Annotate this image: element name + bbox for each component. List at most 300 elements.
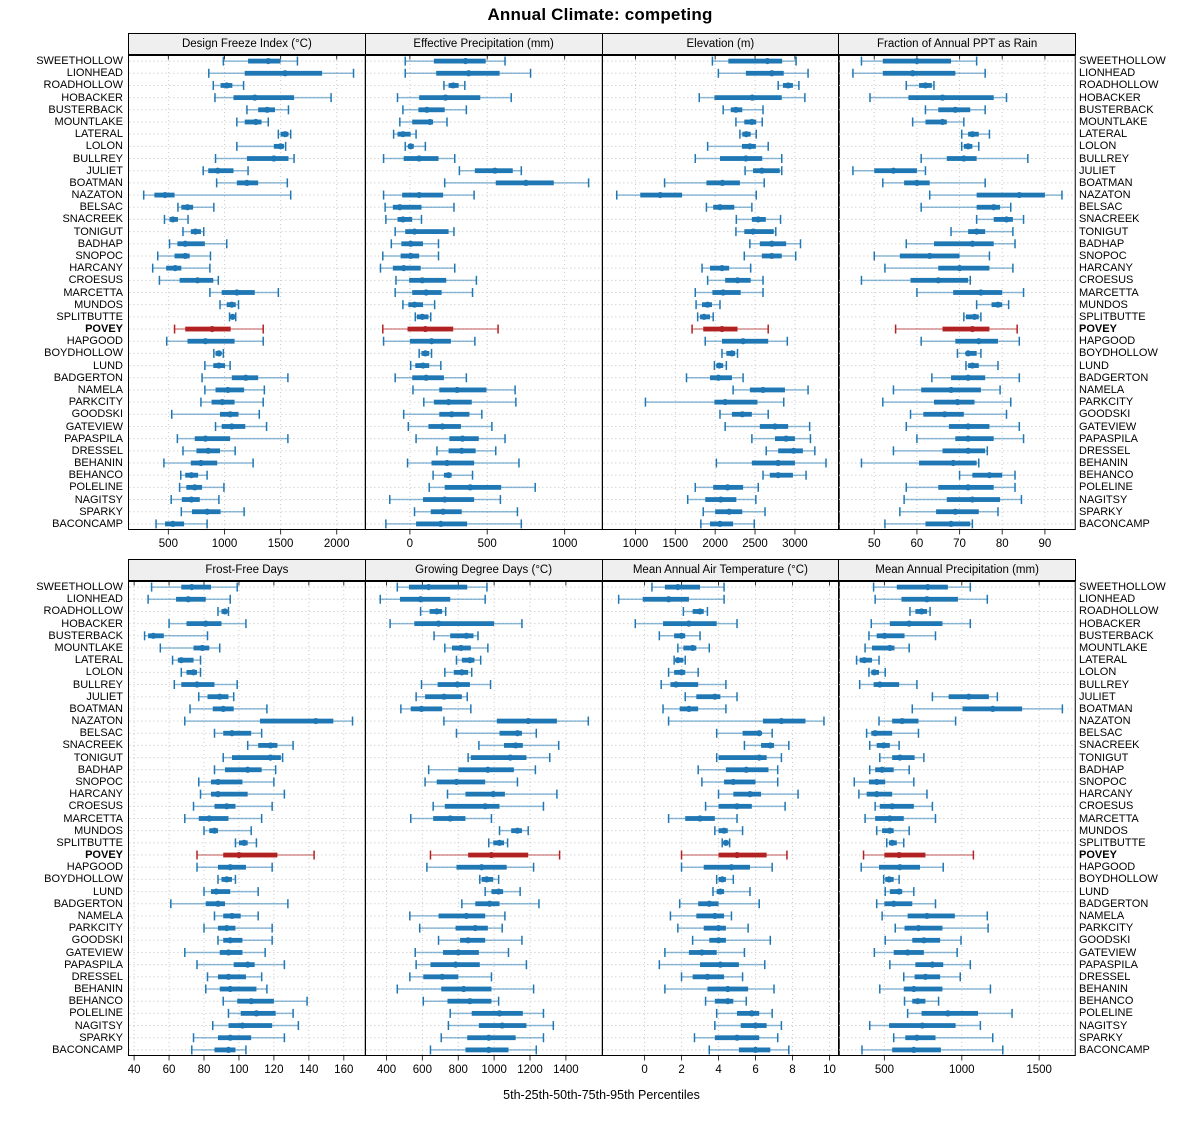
percentile-row — [917, 288, 1024, 297]
station-label-left: GOODSKI — [71, 408, 123, 421]
station-label-left: BADGERTON — [53, 371, 123, 384]
percentile-row — [433, 802, 543, 811]
station-label-right: SNOPOC — [1079, 776, 1127, 788]
percentile-row — [921, 203, 1011, 212]
axis-tick-label: 160 — [334, 1064, 354, 1076]
percentile-row — [208, 972, 262, 981]
percentile-row — [908, 1009, 1012, 1018]
percentile-row — [681, 851, 786, 860]
percentile-row — [218, 607, 228, 616]
percentile-row — [859, 790, 927, 799]
axis-tick-label: 10 — [822, 1064, 836, 1076]
axis-tick-label: 0 — [406, 538, 413, 550]
percentile-row — [885, 264, 1013, 273]
percentile-row — [926, 105, 986, 114]
percentile-row — [413, 385, 515, 394]
station-label-right: MOUNTLAKE — [1079, 642, 1148, 654]
station-label-right: HARCANY — [1079, 788, 1133, 801]
percentile-row — [450, 1009, 543, 1018]
station-label-right: MARCETTA — [1079, 812, 1139, 825]
percentile-row — [958, 349, 981, 358]
station-label-left: SNOPOC — [75, 776, 123, 788]
station-label-left: BACONCAMP — [52, 1043, 123, 1056]
station-label-right: NAGITSY — [1079, 1019, 1128, 1032]
percentile-row — [659, 631, 700, 640]
percentile-row — [651, 583, 723, 592]
percentile-row — [664, 948, 744, 957]
percentile-row — [966, 361, 998, 370]
station-label-right: SNACREEK — [1079, 213, 1140, 226]
percentile-row — [674, 656, 685, 665]
station-label-right: MARCETTA — [1079, 286, 1139, 299]
percentile-row — [679, 899, 759, 908]
percentile-row — [444, 178, 588, 187]
station-label-right: PARKCITY — [1079, 922, 1134, 935]
station-label-right: SPARKY — [1079, 505, 1123, 518]
percentile-row — [480, 875, 499, 884]
percentile-row — [880, 753, 924, 762]
percentile-row — [695, 154, 781, 163]
station-label-left: CROESUS — [68, 800, 123, 813]
percentile-row — [664, 178, 764, 187]
station-label-left: MARCETTA — [63, 812, 123, 825]
station-label-left: NAGITSY — [74, 493, 123, 506]
percentile-row — [459, 166, 521, 175]
percentile-row — [415, 312, 430, 321]
axis-tick-label: 1400 — [552, 1064, 579, 1076]
station-label-left: BADHAP — [77, 763, 123, 776]
percentile-row — [932, 373, 1019, 382]
percentile-row — [479, 741, 559, 750]
percentile-row — [395, 227, 454, 236]
station-label-right: DRESSEL — [1079, 444, 1131, 457]
percentile-row — [719, 410, 767, 419]
station-label-left: BUSTERBACK — [48, 103, 123, 116]
percentile-row — [199, 692, 234, 701]
percentile-row — [216, 422, 267, 431]
percentile-row — [883, 178, 985, 187]
station-label-right: ROADHOLLOW — [1079, 79, 1159, 92]
station-label-left: SPARKY — [79, 505, 123, 518]
station-label-right: BOYDHOLLOW — [1079, 873, 1158, 886]
axis-tick-label: 2500 — [741, 538, 768, 550]
percentile-row — [237, 117, 268, 126]
percentile-row — [403, 105, 466, 114]
percentile-row — [749, 239, 800, 248]
percentile-row — [875, 802, 932, 811]
axis-tick-label: 2000 — [701, 538, 728, 550]
axis-tick-label: 6 — [751, 1064, 759, 1076]
percentile-row — [144, 191, 291, 200]
station-label-right: SWEETHOLLOW — [1079, 581, 1166, 594]
percentile-row — [864, 851, 974, 860]
axis-tick-label: 90 — [1038, 538, 1052, 550]
percentile-row — [870, 93, 1007, 102]
percentile-row — [416, 692, 467, 701]
station-label-left: LUND — [93, 885, 123, 898]
station-label-left: HOBACKER — [61, 617, 123, 630]
percentile-row — [869, 631, 936, 640]
percentile-row — [400, 117, 447, 126]
percentile-row — [904, 972, 960, 981]
percentile-row — [714, 826, 742, 835]
percentile-row — [894, 385, 1001, 394]
station-label-right: BADGERTON — [1079, 371, 1149, 384]
percentile-row — [213, 81, 243, 90]
percentile-row — [913, 704, 1063, 713]
axis-tick-label: 8 — [788, 1064, 796, 1076]
percentile-row — [217, 178, 288, 187]
percentile-row — [933, 692, 998, 701]
station-label-left: TONIGUT — [73, 751, 123, 764]
percentile-row — [197, 851, 314, 860]
axis-tick-label: 1000 — [481, 1064, 507, 1076]
station-label-right: LATERAL — [1079, 128, 1128, 141]
percentile-row — [904, 495, 1021, 504]
station-label-left: BOYDHOLLOW — [44, 347, 123, 360]
station-label-left: BUSTERBACK — [48, 629, 123, 642]
station-label-right: LUND — [1079, 885, 1109, 898]
station-label-right: NAMELA — [1079, 383, 1125, 396]
station-label-right: BEHANCO — [1079, 469, 1134, 482]
percentile-row — [462, 899, 539, 908]
station-label-left: JULIET — [86, 690, 123, 703]
percentile-row — [170, 239, 227, 248]
percentile-row — [907, 483, 1016, 492]
percentile-row — [199, 777, 274, 786]
station-label-right: BADGERTON — [1079, 897, 1149, 910]
station-label-right: LATERAL — [1079, 654, 1128, 667]
percentile-row — [960, 471, 1015, 480]
percentile-row — [869, 668, 885, 677]
percentile-row — [204, 826, 251, 835]
percentile-row — [192, 1045, 246, 1054]
percentile-row — [725, 422, 809, 431]
station-label-left: LOLON — [85, 140, 123, 153]
percentile-row — [716, 1009, 771, 1018]
axis-tick-label: 1500 — [662, 538, 688, 550]
panel-strip-title: Design Freeze Index (°C) — [128, 33, 366, 55]
percentile-row — [383, 325, 498, 334]
percentile-row — [701, 777, 777, 786]
percentile-row — [218, 875, 235, 884]
station-label-left: LOLON — [85, 666, 123, 679]
station-label-right: BELSAC — [1079, 727, 1123, 740]
percentile-row — [171, 899, 288, 908]
station-label-left: GOODSKI — [71, 934, 123, 947]
station-label-left: MUNDOS — [74, 824, 123, 837]
percentile-row — [397, 93, 511, 102]
axis-tick-label: 70 — [953, 538, 967, 550]
percentile-row — [148, 595, 230, 604]
percentile-row — [185, 717, 353, 726]
percentile-row — [223, 57, 297, 66]
percentile-row — [681, 863, 772, 872]
station-label-right: MUNDOS — [1079, 298, 1128, 311]
percentile-row — [723, 105, 763, 114]
station-label-left: PAPASPILA — [64, 958, 123, 971]
percentile-row — [865, 643, 909, 652]
station-label-right: BUSTERBACK — [1079, 629, 1154, 642]
axis-tick-label: 80 — [996, 538, 1009, 550]
percentile-row — [175, 325, 264, 334]
percentile-row — [677, 643, 708, 652]
percentile-row — [210, 288, 278, 297]
percentile-row — [616, 191, 756, 200]
percentile-row — [181, 471, 207, 480]
station-label-left: BOYDHOLLOW — [44, 873, 123, 886]
axis-footer-label: 5th-25th-50th-75th-95th Percentiles — [503, 1088, 700, 1102]
percentile-row — [380, 595, 485, 604]
percentile-row — [424, 398, 516, 407]
station-label-right: BACONCAMP — [1079, 1043, 1150, 1056]
axis-tick-label: 3000 — [781, 538, 808, 550]
percentile-row — [415, 948, 508, 957]
percentile-row — [875, 948, 958, 957]
percentile-row — [695, 483, 758, 492]
station-label-right: POLELINE — [1079, 1007, 1133, 1020]
percentile-row — [401, 704, 471, 713]
percentile-row — [448, 1021, 553, 1030]
station-label-right: HOBACKER — [1079, 617, 1141, 630]
percentile-row — [677, 924, 747, 933]
percentile-row — [423, 997, 498, 1006]
percentile-row — [181, 668, 200, 677]
station-label-right: SPARKY — [1079, 1031, 1123, 1044]
percentile-row — [416, 960, 526, 969]
percentile-row — [489, 838, 508, 847]
percentile-row — [865, 814, 935, 823]
percentile-row — [867, 729, 919, 738]
axis-tick-label: 1500 — [267, 538, 294, 550]
percentile-row — [861, 863, 943, 872]
percentile-row — [951, 227, 1013, 236]
percentile-row — [444, 717, 588, 726]
percentile-row — [681, 972, 742, 981]
station-label-right: SPLITBUTTE — [1079, 310, 1146, 323]
axis-tick-label: 400 — [376, 1064, 396, 1076]
percentile-row — [668, 717, 823, 726]
axis-tick-label: 1500 — [1026, 1064, 1053, 1076]
percentile-row — [907, 81, 935, 90]
station-label-right: BUSTERBACK — [1079, 103, 1154, 116]
percentile-row — [445, 643, 488, 652]
percentile-row — [247, 105, 289, 114]
percentile-row — [705, 337, 787, 346]
percentile-row — [229, 312, 235, 321]
percentile-row — [882, 911, 987, 920]
axis-tick-label: 100 — [229, 1064, 249, 1076]
percentile-row — [416, 434, 505, 443]
percentile-row — [894, 1033, 993, 1042]
percentile-row — [178, 203, 214, 212]
percentile-row — [444, 81, 465, 90]
percentile-row — [913, 117, 964, 126]
station-label-right: DRESSEL — [1079, 970, 1131, 983]
station-label-right: PAPASPILA — [1079, 432, 1138, 445]
percentile-row — [185, 948, 265, 957]
percentile-row — [735, 227, 775, 236]
percentile-row — [853, 69, 985, 78]
percentile-row — [894, 446, 988, 455]
axis-tick-label: 50 — [868, 538, 881, 550]
station-label-right: GATEVIEW — [1079, 420, 1137, 433]
station-label-left: PAPASPILA — [64, 432, 123, 445]
percentile-row — [700, 519, 753, 528]
station-label-left: LATERAL — [74, 654, 123, 667]
station-label-left: PARKCITY — [68, 396, 123, 409]
percentile-row — [468, 753, 550, 762]
percentile-row — [437, 446, 496, 455]
percentile-row — [697, 312, 713, 321]
station-label-right: CROESUS — [1079, 274, 1134, 287]
percentile-row — [744, 251, 795, 260]
axis-tick-label: 800 — [448, 1064, 468, 1076]
panel-strip-title: Elevation (m) — [602, 33, 840, 55]
percentile-row — [883, 398, 1011, 407]
station-label-right: BADHAP — [1079, 237, 1125, 250]
percentile-row — [213, 1021, 299, 1030]
percentile-row — [171, 495, 219, 504]
percentile-row — [875, 595, 987, 604]
percentile-row — [707, 276, 762, 285]
percentile-row — [414, 507, 517, 516]
station-label-left: HAPGOOD — [66, 335, 123, 348]
station-label-right: TONIGUT — [1079, 751, 1129, 764]
percentile-row — [900, 507, 998, 516]
percentile-row — [180, 483, 224, 492]
axis-tick-label: 2000 — [323, 538, 350, 550]
station-label-right: NAMELA — [1079, 909, 1125, 922]
percentile-row — [930, 191, 1062, 200]
station-label-right: JULIET — [1079, 164, 1116, 177]
percentile-row — [702, 264, 751, 273]
station-label-right: BOATMAN — [1079, 702, 1133, 715]
percentile-row — [880, 985, 991, 994]
percentile-row — [410, 361, 440, 370]
station-label-right: NAZATON — [1079, 189, 1131, 202]
station-label-left: BOATMAN — [69, 702, 123, 715]
station-label-left: HAPGOOD — [66, 861, 123, 874]
percentile-row — [694, 1033, 777, 1042]
percentile-row — [173, 656, 201, 665]
percentile-row — [445, 668, 472, 677]
percentile-row — [705, 997, 746, 1006]
percentile-row — [201, 398, 263, 407]
percentile-row — [441, 1033, 543, 1042]
percentile-row — [164, 459, 253, 468]
axis-tick-label: 140 — [299, 1064, 319, 1076]
percentile-row — [853, 166, 926, 175]
station-label-left: LIONHEAD — [66, 593, 123, 606]
percentile-row — [430, 851, 559, 860]
station-label-left: BACONCAMP — [52, 517, 123, 530]
percentile-row — [745, 166, 782, 175]
percentile-row — [383, 337, 474, 346]
panel-canvas — [365, 55, 603, 555]
station-label-left: JULIET — [86, 164, 123, 177]
station-label-left: POLELINE — [69, 1007, 123, 1020]
percentile-row — [405, 69, 530, 78]
station-label-left: BELSAC — [79, 201, 123, 214]
station-label-left: SWEETHOLLOW — [36, 55, 123, 68]
percentile-row — [214, 911, 258, 920]
axis-tick-label: 1000 — [949, 1064, 975, 1076]
percentile-row — [910, 607, 930, 616]
station-label-right: MUNDOS — [1079, 824, 1128, 837]
station-label-right: LUND — [1079, 359, 1109, 372]
percentile-row — [174, 680, 237, 689]
percentile-row — [205, 385, 264, 394]
percentile-row — [698, 765, 778, 774]
percentile-row — [396, 276, 476, 285]
station-label-left: CROESUS — [68, 274, 123, 287]
station-label-right: GOODSKI — [1079, 934, 1131, 947]
axis-tick-label: 1000 — [551, 538, 578, 550]
axis-tick-label: 1200 — [516, 1064, 543, 1076]
station-label-left: NAGITSY — [74, 1019, 123, 1032]
percentile-row — [391, 239, 438, 248]
station-label-right: BEHANIN — [1079, 983, 1128, 995]
station-label-right: LOLON — [1079, 666, 1117, 679]
percentile-row — [169, 619, 246, 628]
percentile-row — [410, 911, 505, 920]
axis-tick-label: 60 — [162, 1064, 176, 1076]
percentile-row — [977, 215, 1024, 224]
percentile-row — [716, 753, 781, 762]
percentile-row — [879, 717, 956, 726]
percentile-row — [692, 936, 770, 945]
percentile-row — [763, 471, 806, 480]
percentile-row — [397, 583, 487, 592]
percentile-row — [887, 838, 904, 847]
percentile-row — [687, 495, 755, 504]
percentile-row — [964, 312, 981, 321]
percentile-row — [703, 507, 765, 516]
percentile-row — [857, 656, 879, 665]
percentile-row — [716, 875, 733, 884]
percentile-row — [408, 422, 492, 431]
percentile-row — [145, 631, 208, 640]
station-label-right: LOLON — [1079, 140, 1117, 153]
percentile-row — [421, 680, 490, 689]
station-label-right: POVEY — [1079, 323, 1117, 335]
station-label-right: LIONHEAD — [1079, 67, 1136, 80]
percentile-row — [977, 300, 1009, 309]
percentile-row — [427, 863, 534, 872]
station-label-left: BEHANIN — [74, 457, 123, 469]
station-label-right: BELSAC — [1079, 201, 1123, 214]
percentile-row — [209, 69, 354, 78]
percentile-row — [395, 373, 466, 382]
percentile-row — [670, 911, 731, 920]
station-label-right: BEHANCO — [1079, 995, 1134, 1008]
station-label-right: ROADHOLLOW — [1079, 605, 1159, 618]
percentile-row — [201, 790, 285, 799]
percentile-row — [420, 607, 445, 616]
percentile-row — [430, 1045, 536, 1054]
percentile-row — [167, 337, 264, 346]
station-label-right: BULLREY — [1079, 678, 1130, 691]
percentile-row — [706, 203, 751, 212]
percentile-row — [917, 434, 1024, 443]
station-label-left: SPLITBUTTE — [56, 836, 123, 849]
station-label-left: BADHAP — [77, 237, 123, 250]
percentile-row — [385, 203, 454, 212]
percentile-row — [722, 838, 729, 847]
station-label-right: SWEETHOLLOW — [1079, 55, 1166, 68]
percentile-row — [668, 668, 698, 677]
